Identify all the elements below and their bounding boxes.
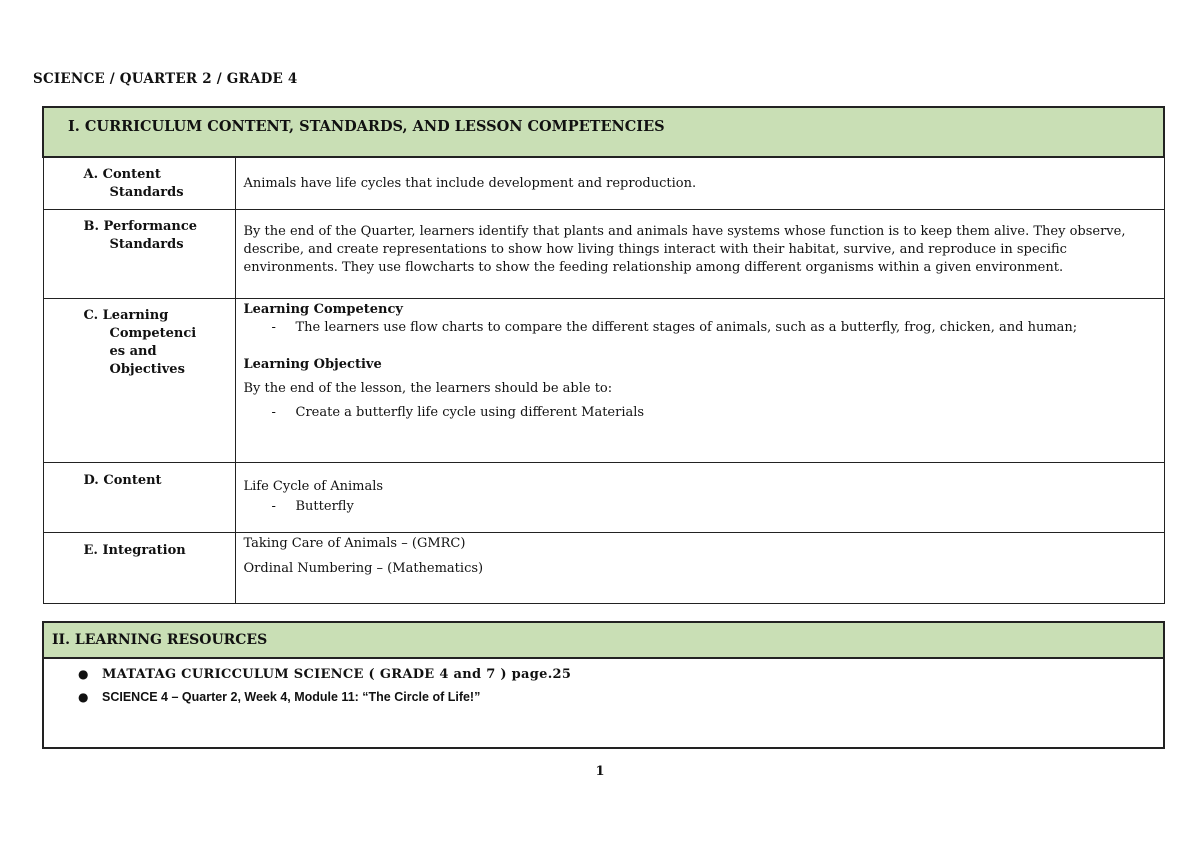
- objective-intro: By the end of the lesson, the learners should be able to:: [243, 380, 613, 396]
- content-cell: [235, 462, 1164, 532]
- integration-line-2: Ordinal Numbering – (Mathematics): [243, 560, 484, 576]
- performance-standards-text: By the end of the Quarter, learners identify that plants and animals have systems whose function is to keep them alive. They observe, describe, and create representations to show how living things interact with their habitat, survive, and reproduce in specific environments. They use flowcharts to show the feeding relationship among different organisms within a given environment.: [235, 209, 1164, 298]
- bullet-icon: ●: [78, 667, 89, 681]
- row-b-label: [43, 209, 235, 298]
- resources-list: [43, 658, 1164, 748]
- course-header: SCIENCE / QUARTER 2 / GRADE 4: [33, 71, 298, 87]
- row-e-label: [43, 532, 235, 603]
- list-item: ● SCIENCE 4 – Quarter 2, Week 4, Module 11: “The Circle of Life!”: [78, 690, 481, 704]
- objective-heading: Learning Objective: [243, 356, 382, 372]
- page-number: 1: [595, 764, 605, 779]
- objective-item: - Create a butterfly life cycle using different Materials: [271, 404, 645, 420]
- integration-label: E. Integration: [83, 542, 186, 558]
- learning-competencies-cell: [235, 298, 1164, 462]
- row-a-label: [43, 157, 235, 209]
- integration-cell: [235, 532, 1164, 603]
- performance-standards-label: B. Performance Standards: [83, 218, 198, 252]
- content-item: - Butterfly: [271, 498, 354, 514]
- content-standards-text: Animals have life cycles that include development and reproduction.: [235, 157, 1164, 209]
- bullet-icon: ●: [78, 690, 89, 704]
- content-standards-label: A. Content Standards: [83, 167, 184, 200]
- row-c-label: [43, 298, 235, 462]
- integration-line-1: Taking Care of Animals – (GMRC): [243, 535, 466, 551]
- content-line: Life Cycle of Animals: [243, 478, 384, 494]
- curriculum-table: [42, 106, 1165, 604]
- section-1-title: I. CURRICULUM CONTENT, STANDARDS, AND LESSON COMPETENCIES: [43, 107, 1164, 157]
- row-d-label: [43, 462, 235, 532]
- competency-item: - The learners use flow charts to compare the different stages of animals, such as a butterfly, frog, chicken, and human;: [271, 319, 1078, 335]
- learning-competencies-label: C. Learning Competenci es and Objectives: [83, 307, 197, 377]
- list-item: ● MATATAG CURICCULUM SCIENCE ( GRADE 4 and 7 ) page.25: [78, 667, 572, 682]
- competency-heading: Learning Competency: [243, 301, 403, 317]
- learning-resources-table: [42, 621, 1165, 749]
- content-label: D. Content: [83, 472, 162, 488]
- section-2-title: II. LEARNING RESOURCES: [43, 622, 1164, 658]
